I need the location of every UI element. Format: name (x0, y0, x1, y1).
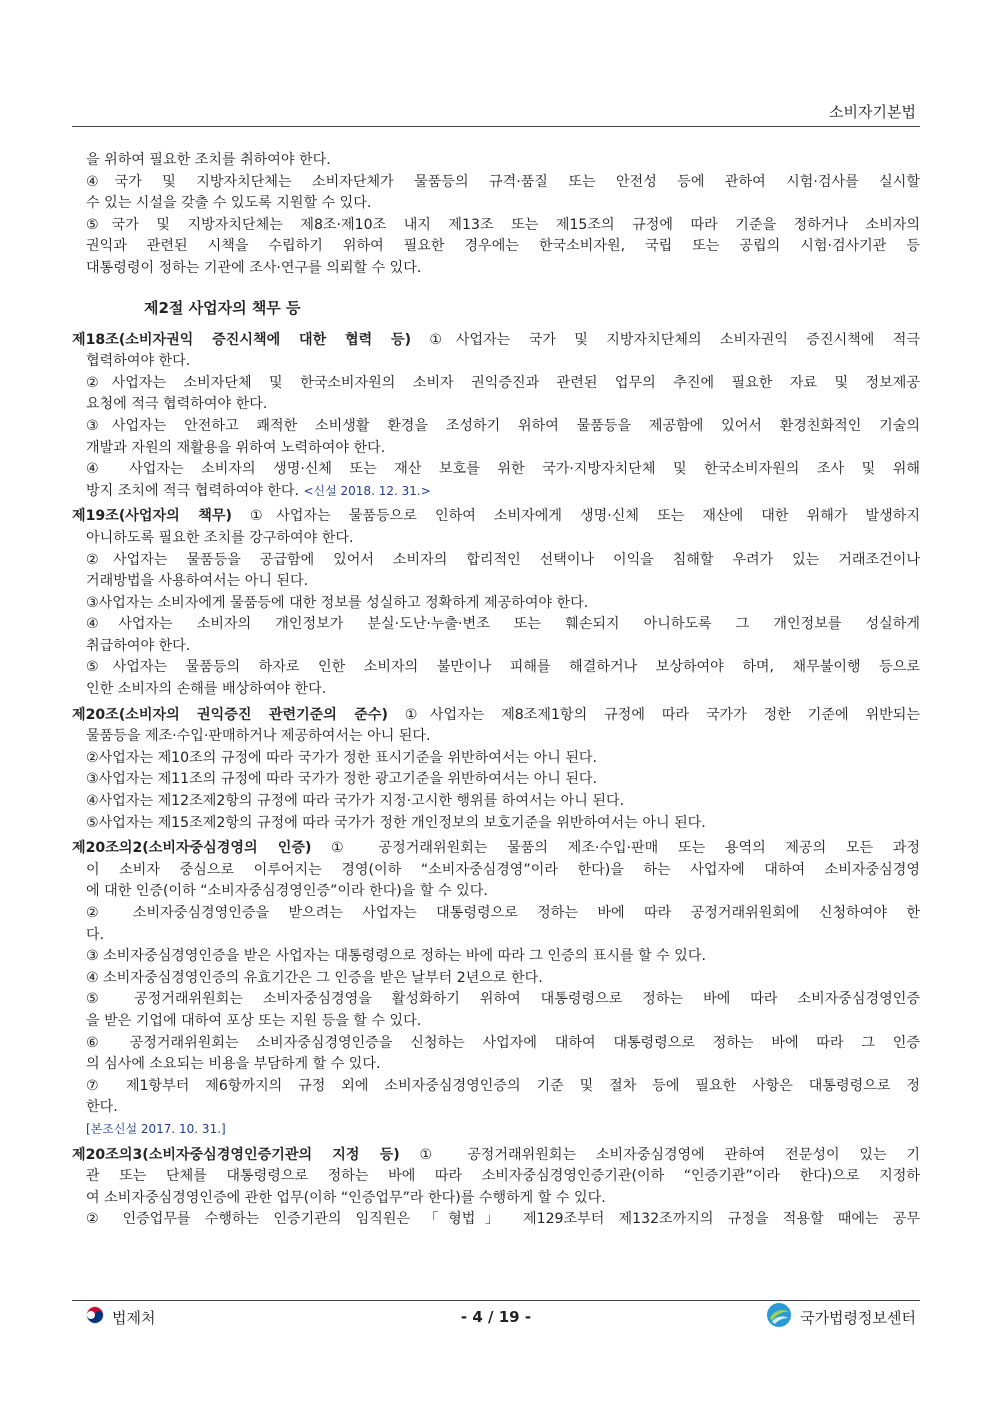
article-first-line (72, 1145, 920, 1167)
spacer (72, 1231, 920, 1235)
text-line: 을 위하여 필요한 조치를 취하여야 한다. (86, 152, 331, 168)
text-line: ⑦ 제1항부터 제6항까지의 규정 외에 소비자중심경영인증의 기준 및 절차 등에 필요한 사항은 대통령령으로 정 (86, 1077, 920, 1094)
article-heading: 제19조(사업자의 책무) (72, 508, 232, 525)
article-first-text: ① 공정거래위원회는 소비자중심경영에 관하여 전문성이 있는 기 (399, 1146, 920, 1163)
amendment-note: [본조신설 2017. 10. 31.] (86, 1121, 226, 1136)
text-line: ⑤국가 및 지방자치단체는 제8조·제10조 내지 제13조 또는 제15조의 규정에 따라 기준을 정하거나 소비자의 (86, 216, 920, 233)
text-line: 의 심사에 소요되는 비용을 부담하게 할 수 있다. (86, 1056, 381, 1073)
article-heading: 제20조의2(소비자중심경영의 인증) (72, 840, 312, 857)
text-line: ⑥ 공정거래위원회는 소비자중심경영인증을 신청하는 사업자에 대하여 대통령령으로 정하는 바에 따라 그 인증 (86, 1034, 920, 1051)
text-line (72, 481, 920, 503)
article-20-2 (72, 838, 920, 1144)
article-first-line (72, 838, 920, 860)
spacer (72, 280, 920, 294)
text-line: ⑤사업자는 물품등의 하자로 인한 소비자의 불만이나 피해를 해결하거나 보상하여야 하며, 채무불이행 등으로 (86, 659, 920, 676)
text-line: 여 소비자중심경영인증에 관한 업무(이하 “인증업무”라 한다)를 수행하게 할 수 있다. (86, 1189, 606, 1206)
footer-right (766, 1302, 916, 1332)
text-line: 을 받은 기업에 대하여 포상 또는 지원 등을 할 수 있다. (86, 1012, 422, 1029)
section-title: 제2절 사업자의 책무 등 (144, 298, 301, 317)
text-line: 권익과 관련된 시책을 수립하기 위하여 필요한 경우에는 한국소비자원, 국립 또는 공립의 시험·검사기관 등 (86, 238, 920, 255)
article-first-line (72, 506, 920, 528)
article-heading: 제18조(소비자권익 증진시책에 대한 협력 등) (72, 331, 412, 348)
article-first-text: ① 공정거래위원회는 물품의 제조·수입·판매 또는 용역의 제공의 모든 과정 (311, 840, 920, 857)
text-line: ④국가 및 지방자치단체는 소비자단체가 물품등의 규격·품질 또는 안전성 등에 관하여 시험·검사를 실시할 (86, 173, 920, 190)
text-line: ③ 소비자중심경영인증을 받은 사업자는 대통령령으로 정하는 바에 따라 그 인증의 표시를 할 수 있다. (86, 948, 706, 965)
article-heading: 제20조(소비자의 권익증진 관련기준의 준수) (72, 706, 388, 723)
article-20-3 (72, 1145, 920, 1235)
text-line: ②사업자는 소비자단체 및 한국소비자원의 소비자 권익증진과 관련된 업무의 추진에 필요한 자료 및 정보제공 (86, 374, 920, 391)
article-first-text: ①사업자는 국가 및 지방자치단체의 소비자권익 증진시책에 적극 (411, 331, 920, 348)
line-text: 방지 조치에 적극 협력하여야 한다. (86, 482, 304, 499)
article-first-line (72, 330, 920, 352)
text-line: ④사업자는 소비자의 개인정보가 분실·도난·누출·변조 또는 훼손되지 아니하도록 그 개인정보를 성실하게 (86, 616, 920, 633)
text-line: ④ 사업자는 소비자의 생명·신체 또는 재산 보호를 위한 국가·지방자치단체 및 한국소비자원의 조사 및 위해 (86, 461, 920, 478)
article-18 (72, 330, 920, 507)
text-line: 거래방법을 사용하여서는 아니 된다. (86, 573, 309, 590)
article-20 (72, 705, 920, 839)
text-line: 아니하도록 필요한 조치를 강구하여야 한다. (86, 529, 354, 546)
footer-divider (72, 1300, 920, 1301)
text-line: 다. (86, 926, 105, 943)
text-line: ② 인증업무를 수행하는 인증기관의 임직원은 「형법」 제129조부터 제132조까지의 규정을 적용할 때에는 공무 (86, 1211, 920, 1228)
text-line: ④사업자는 제12조제2항의 규정에 따라 국가가 지정·고시한 행위를 하여서는 아니 된다. (86, 793, 625, 810)
text-line: 협력하여야 한다. (86, 353, 191, 370)
text-line: ③사업자는 소비자에게 물품등에 대한 정보를 성실하고 정확하게 제공하여야 한다. (86, 594, 589, 611)
article-first-text: ①사업자는 제8조제1항의 규정에 따라 국가가 정한 기준에 위반되는 (387, 706, 920, 723)
text-line: 개발과 자원의 재활용을 위하여 노력하여야 한다. (86, 439, 386, 456)
text-line: ④ 소비자중심경영인증의 유효기간은 그 인증을 받은 날부터 2년으로 한다. (86, 969, 543, 986)
text-line: 에 대한 인증(이하 “소비자중심경영인증”이라 한다)을 할 수 있다. (86, 883, 488, 900)
globe-logo-icon (766, 1302, 792, 1332)
document-header-title: 소비자기본법 (829, 103, 916, 121)
text-line: 수 있는 시설을 갖출 수 있도록 지원할 수 있다. (86, 195, 372, 212)
document-body (72, 150, 920, 1235)
text-line: ②사업자는 제10조의 규정에 따라 국가가 정한 표시기준을 위반하여서는 아니 된다. (86, 749, 598, 766)
text-line: 한다. (86, 1099, 118, 1116)
text-line: 인한 소비자의 손해를 배상하여야 한다. (86, 681, 327, 698)
text-line: ③사업자는 안전하고 쾌적한 소비생활 환경을 조성하기 위하여 물품등을 제공함에 있어서 환경친화적인 기술의 (86, 417, 920, 434)
text-line: ⑤ 공정거래위원회는 소비자중심경영을 활성화하기 위하여 대통령령으로 정하는 바에 따라 소비자중심경영인증 (86, 991, 920, 1008)
text-line: 대통령령이 정하는 기관에 조사·연구를 의뢰할 수 있다. (86, 259, 422, 276)
text-line: 물품등을 제조·수입·판매하거나 제공하여서는 아니 된다. (86, 728, 431, 745)
article-19 (72, 506, 920, 704)
page-number: - 4 / 19 - (460, 1308, 532, 1326)
text-line: ②사업자는 물품등을 공급함에 있어서 소비자의 합리적인 선택이나 이익을 침해할 우려가 있는 거래조건이나 (86, 551, 920, 568)
text-line: 취급하여야 한다. (86, 637, 191, 654)
text-line: 요청에 적극 협력하여야 한다. (86, 396, 268, 413)
footer-agency-name: 법제처 (112, 1308, 156, 1327)
article-first-line (72, 705, 920, 727)
text-line: ⑤사업자는 제15조제2항의 규정에 따라 국가가 정한 개인정보의 보호기준을 위반하여서는 아니 된다. (86, 814, 706, 831)
text-line: ② 소비자중심경영인증을 받으려는 사업자는 대통령령으로 정하는 바에 따라 공정거래위원회에 신청하여야 한 (86, 905, 920, 921)
article-first-text: ①사업자는 물품등으로 인하여 소비자에게 생명·신체 또는 재산에 대한 위해가 발생하지 (231, 508, 920, 525)
header-divider (72, 126, 920, 127)
text-line: 이 소비자 중심으로 이루어지는 경영(이하 “소비자중심경영”이라 한다)을 하는 사업자에 대하여 소비자중심경영 (86, 861, 920, 878)
text-line: ③사업자는 제11조의 규정에 따라 국가가 정한 광고기준을 위반하여서는 아니 된다. (86, 771, 598, 788)
text-line: 관 또는 단체를 대통령령으로 정하는 바에 따라 소비자중심경영인증기관(이하 “인증기관”이라 한다)으로 지정하 (86, 1168, 920, 1185)
article-heading: 제20조의3(소비자중심경영인증기관의 지정 등) (72, 1146, 400, 1163)
footer-center-name: 국가법령정보센터 (800, 1308, 916, 1327)
amendment-note: <신설 2018. 12. 31.> (303, 483, 431, 498)
continued-article-block (72, 150, 920, 280)
